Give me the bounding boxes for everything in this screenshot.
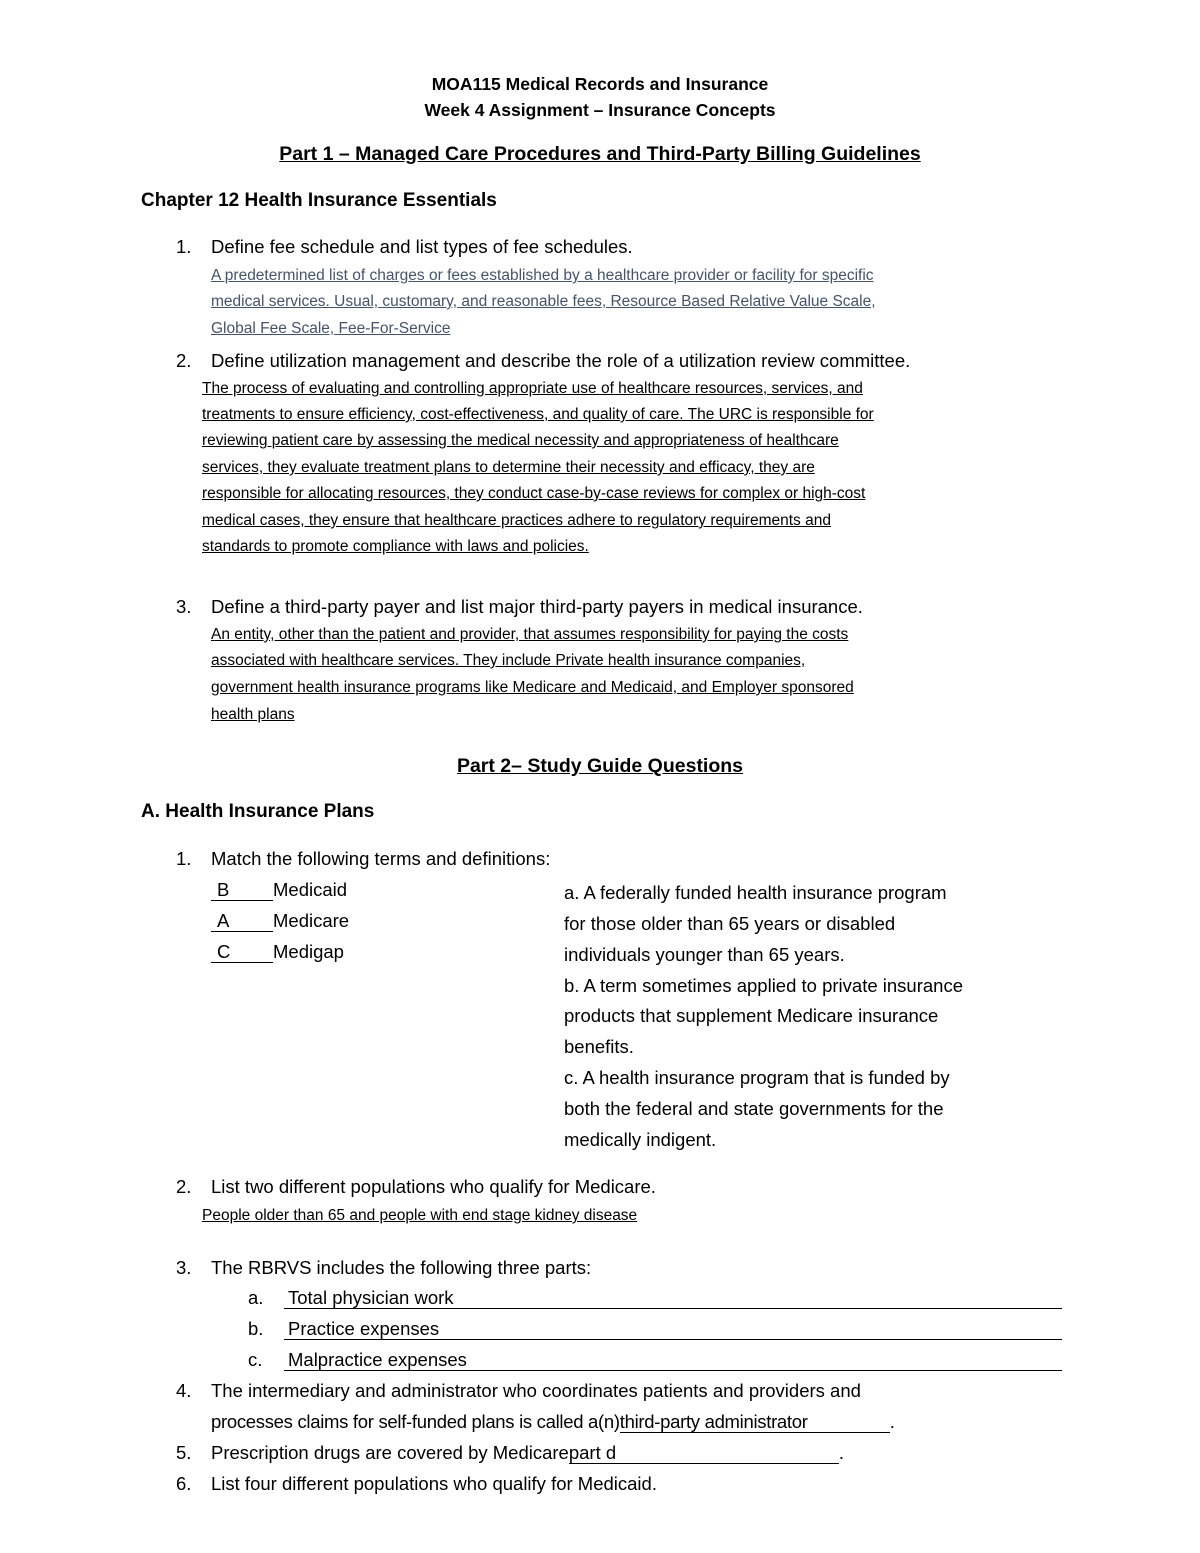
course-title: MOA115 Medical Records and Insurance xyxy=(431,74,769,94)
answer-line: An entity, other than the patient and provider, that assumes responsibility for paying the costs xyxy=(211,626,849,643)
question-number: 6. xyxy=(176,1473,192,1494)
match-answer: C xyxy=(211,942,273,963)
part-letter: b. xyxy=(248,1318,264,1339)
definition-line: c. A health insurance program that is funded by xyxy=(564,1067,950,1088)
definition-line: benefits. xyxy=(564,1036,634,1057)
answer-line: standards to promote compliance with laws and policies. xyxy=(202,538,589,555)
answer-line: People older than 65 and people with end stage kidney disease xyxy=(202,1207,638,1224)
question-number: 3. xyxy=(176,596,192,617)
rbrvs-answer-text: Malpractice expenses xyxy=(284,1350,1062,1371)
definition-line: both the federal and state governments for the xyxy=(564,1098,944,1119)
question-text: Match the following terms and definitions: xyxy=(211,848,551,869)
rbrvs-answer xyxy=(284,1286,1062,1310)
question-number: 4. xyxy=(176,1380,192,1401)
question-text: The RBRVS includes the following three parts: xyxy=(211,1257,592,1278)
match-term-row xyxy=(211,940,344,964)
period: . xyxy=(838,1442,844,1463)
answer-line: government health insurance programs like Medicare and Medicaid, and Employer sponsored xyxy=(211,679,854,696)
section-heading: A. Health Insurance Plans xyxy=(141,801,375,822)
answer-line: reviewing patient care by assessing the medical necessity and appropriateness of healthcare xyxy=(202,432,839,449)
chapter-heading: Chapter 12 Health Insurance Essentials xyxy=(141,190,497,211)
answer-line: The process of evaluating and controlling appropriate use of healthcare resources, services, and xyxy=(202,380,863,397)
part1-title: Part 1 – Managed Care Procedures and Third-Party Billing Guidelines xyxy=(279,143,921,165)
match-answer: A xyxy=(211,911,273,932)
question-number: 2. xyxy=(176,1176,192,1197)
question-number: 1. xyxy=(176,236,192,257)
part-letter: a. xyxy=(248,1287,264,1308)
rbrvs-answer xyxy=(284,1317,1062,1341)
question-number: 1. xyxy=(176,848,192,869)
definition-line: b. A term sometimes applied to private insurance xyxy=(564,975,963,996)
assignment-title: Week 4 Assignment – Insurance Concepts xyxy=(424,100,776,120)
match-answer: B xyxy=(211,880,273,901)
match-term-row xyxy=(211,878,347,902)
question-text: Define a third-party payer and list major third-party payers in medical insurance. xyxy=(211,596,863,617)
question-text-part: Prescription drugs are covered by Medicare xyxy=(211,1442,569,1463)
match-term: Medicaid xyxy=(273,879,348,900)
question-text: Define utilization management and describe the role of a utilization review committee. xyxy=(211,350,911,371)
match-term: Medicare xyxy=(273,910,350,931)
definition-line: products that supplement Medicare insurance xyxy=(564,1005,939,1026)
answer-line: responsible for allocating resources, they conduct case-by-case reviews for complex or high-cost xyxy=(202,485,866,502)
rbrvs-answer-text: Practice expenses xyxy=(284,1319,1062,1340)
fill-answer: third-party administrator xyxy=(620,1412,890,1433)
match-term: Medigap xyxy=(273,941,344,962)
question-number: 5. xyxy=(176,1442,192,1463)
period: . xyxy=(889,1411,895,1432)
question-number: 2. xyxy=(176,350,192,371)
fill-answer: part d xyxy=(569,1443,839,1464)
answer-line: health plans xyxy=(211,706,295,723)
answer-line: treatments to ensure efficiency, cost-effectiveness, and quality of care. The URC is responsible for xyxy=(202,406,874,423)
answer-line: A predetermined list of charges or fees established by a healthcare provider or facility for specific xyxy=(211,267,874,284)
rbrvs-answer-text: Total physician work xyxy=(284,1288,1062,1309)
part2-title: Part 2– Study Guide Questions xyxy=(456,755,744,777)
question-text: The intermediary and administrator who coordinates patients and providers and xyxy=(211,1380,861,1401)
answer-line: medical services. Usual, customary, and reasonable fees, Resource Based Relative Value Scale, xyxy=(211,293,876,310)
question-text xyxy=(211,1410,895,1434)
question-text: List two different populations who qualify for Medicare. xyxy=(211,1176,656,1197)
definition-line: for those older than 65 years or disabled xyxy=(564,913,896,934)
definition-line: individuals younger than 65 years. xyxy=(564,944,845,965)
question-text: List four different populations who qualify for Medicaid. xyxy=(211,1473,657,1494)
question-text xyxy=(211,1441,844,1465)
rbrvs-answer xyxy=(284,1348,1062,1372)
question-text-part: processes claims for self-funded plans is called a(n) xyxy=(211,1411,620,1432)
definition-line: medically indigent. xyxy=(564,1129,717,1150)
question-number: 3. xyxy=(176,1257,192,1278)
match-term-row xyxy=(211,909,349,933)
answer-line: medical cases, they ensure that healthcare practices adhere to regulatory requirements and xyxy=(202,512,831,529)
question-text: Define fee schedule and list types of fee schedules. xyxy=(211,236,633,257)
answer-line: associated with healthcare services. They include Private health insurance companies, xyxy=(211,652,806,669)
answer-line: services, they evaluate treatment plans to determine their necessity and efficacy, they are xyxy=(202,459,815,476)
definition-line: a. A federally funded health insurance program xyxy=(564,882,947,903)
answer-line: Global Fee Scale, Fee-For-Service xyxy=(211,320,451,337)
part-letter: c. xyxy=(248,1349,263,1370)
